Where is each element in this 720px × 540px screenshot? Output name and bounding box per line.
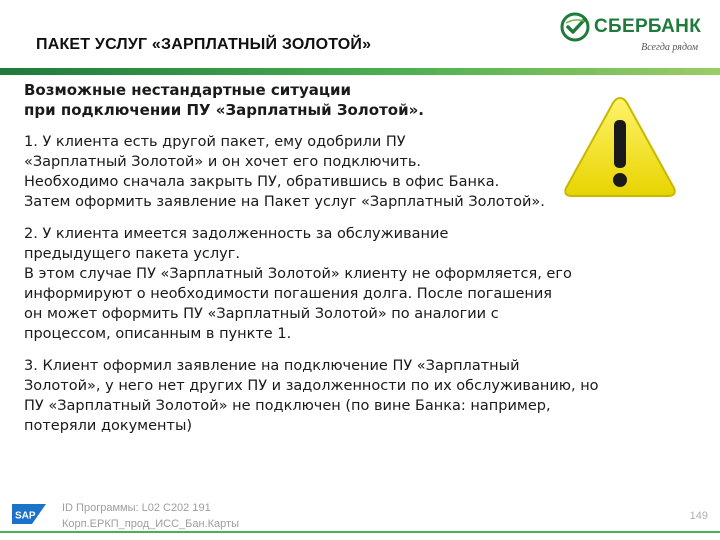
paragraph-line: «Зарплатный Золотой» и он хочет его подключить. xyxy=(24,154,422,170)
heading-line: Возможные нестандартные ситуации xyxy=(24,81,352,99)
paragraph-line: потеряли документы) xyxy=(24,418,193,434)
page-number: 149 xyxy=(689,510,708,522)
main-content xyxy=(24,80,694,436)
paragraph-line: Золотой», у него нет других ПУ и задолженности по их обслуживанию, но xyxy=(24,378,599,394)
footer-divider xyxy=(0,531,720,533)
paragraph-line: Необходимо сначала закрыть ПУ, обратившись в офис Банка. xyxy=(24,174,500,190)
paragraph-line: 1. У клиента есть другой пакет, ему одобрили ПУ xyxy=(24,134,406,150)
brand-name: СБЕРБАНК xyxy=(594,16,702,37)
paragraph-line: Затем оформить заявление на Пакет услуг «Зарплатный Золотой». xyxy=(24,194,545,210)
situation-item-2 xyxy=(24,224,694,344)
paragraph-line: В этом случае ПУ «Зарплатный Золотой» клиенту не оформляется, его xyxy=(24,266,572,282)
section-heading xyxy=(24,80,694,120)
header-divider xyxy=(0,68,720,75)
paragraph-line: он может оформить ПУ «Зарплатный Золотой» по аналогии с xyxy=(24,306,499,322)
sberbank-logo xyxy=(560,12,710,58)
heading-line: при подключении ПУ «Зарплатный Золотой». xyxy=(24,101,424,119)
paragraph-line: информируют о необходимости погашения долга. После погашения xyxy=(24,286,553,302)
paragraph-line: предыдущего пакета услуг. xyxy=(24,246,240,262)
program-info xyxy=(62,500,239,532)
brand-slogan: Всегда рядом xyxy=(641,42,698,53)
sap-label: SAP xyxy=(15,510,36,522)
program-id: ID Программы: L02 C202 191 xyxy=(62,502,211,514)
paragraph-line: 3. Клиент оформил заявление на подключение ПУ «Зарплатный xyxy=(24,358,520,374)
paragraph-line: процессом, описанным в пункте 1. xyxy=(24,326,292,342)
footer xyxy=(0,498,720,540)
sap-logo-icon xyxy=(12,504,46,524)
paragraph-line: ПУ «Зарплатный Золотой» не подключен (по вине Банка: например, xyxy=(24,398,551,414)
sberbank-logo-icon xyxy=(560,12,590,42)
program-path: Корп.ЕРКП_прод_ИСС_Бан.Карты xyxy=(62,518,239,530)
paragraph-line: 2. У клиента имеется задолженность за обслуживание xyxy=(24,226,449,242)
situation-item-1 xyxy=(24,132,694,212)
page-title: ПАКЕТ УСЛУГ «ЗАРПЛАТНЫЙ ЗОЛОТОЙ» xyxy=(36,36,372,53)
situation-item-3 xyxy=(24,356,694,436)
